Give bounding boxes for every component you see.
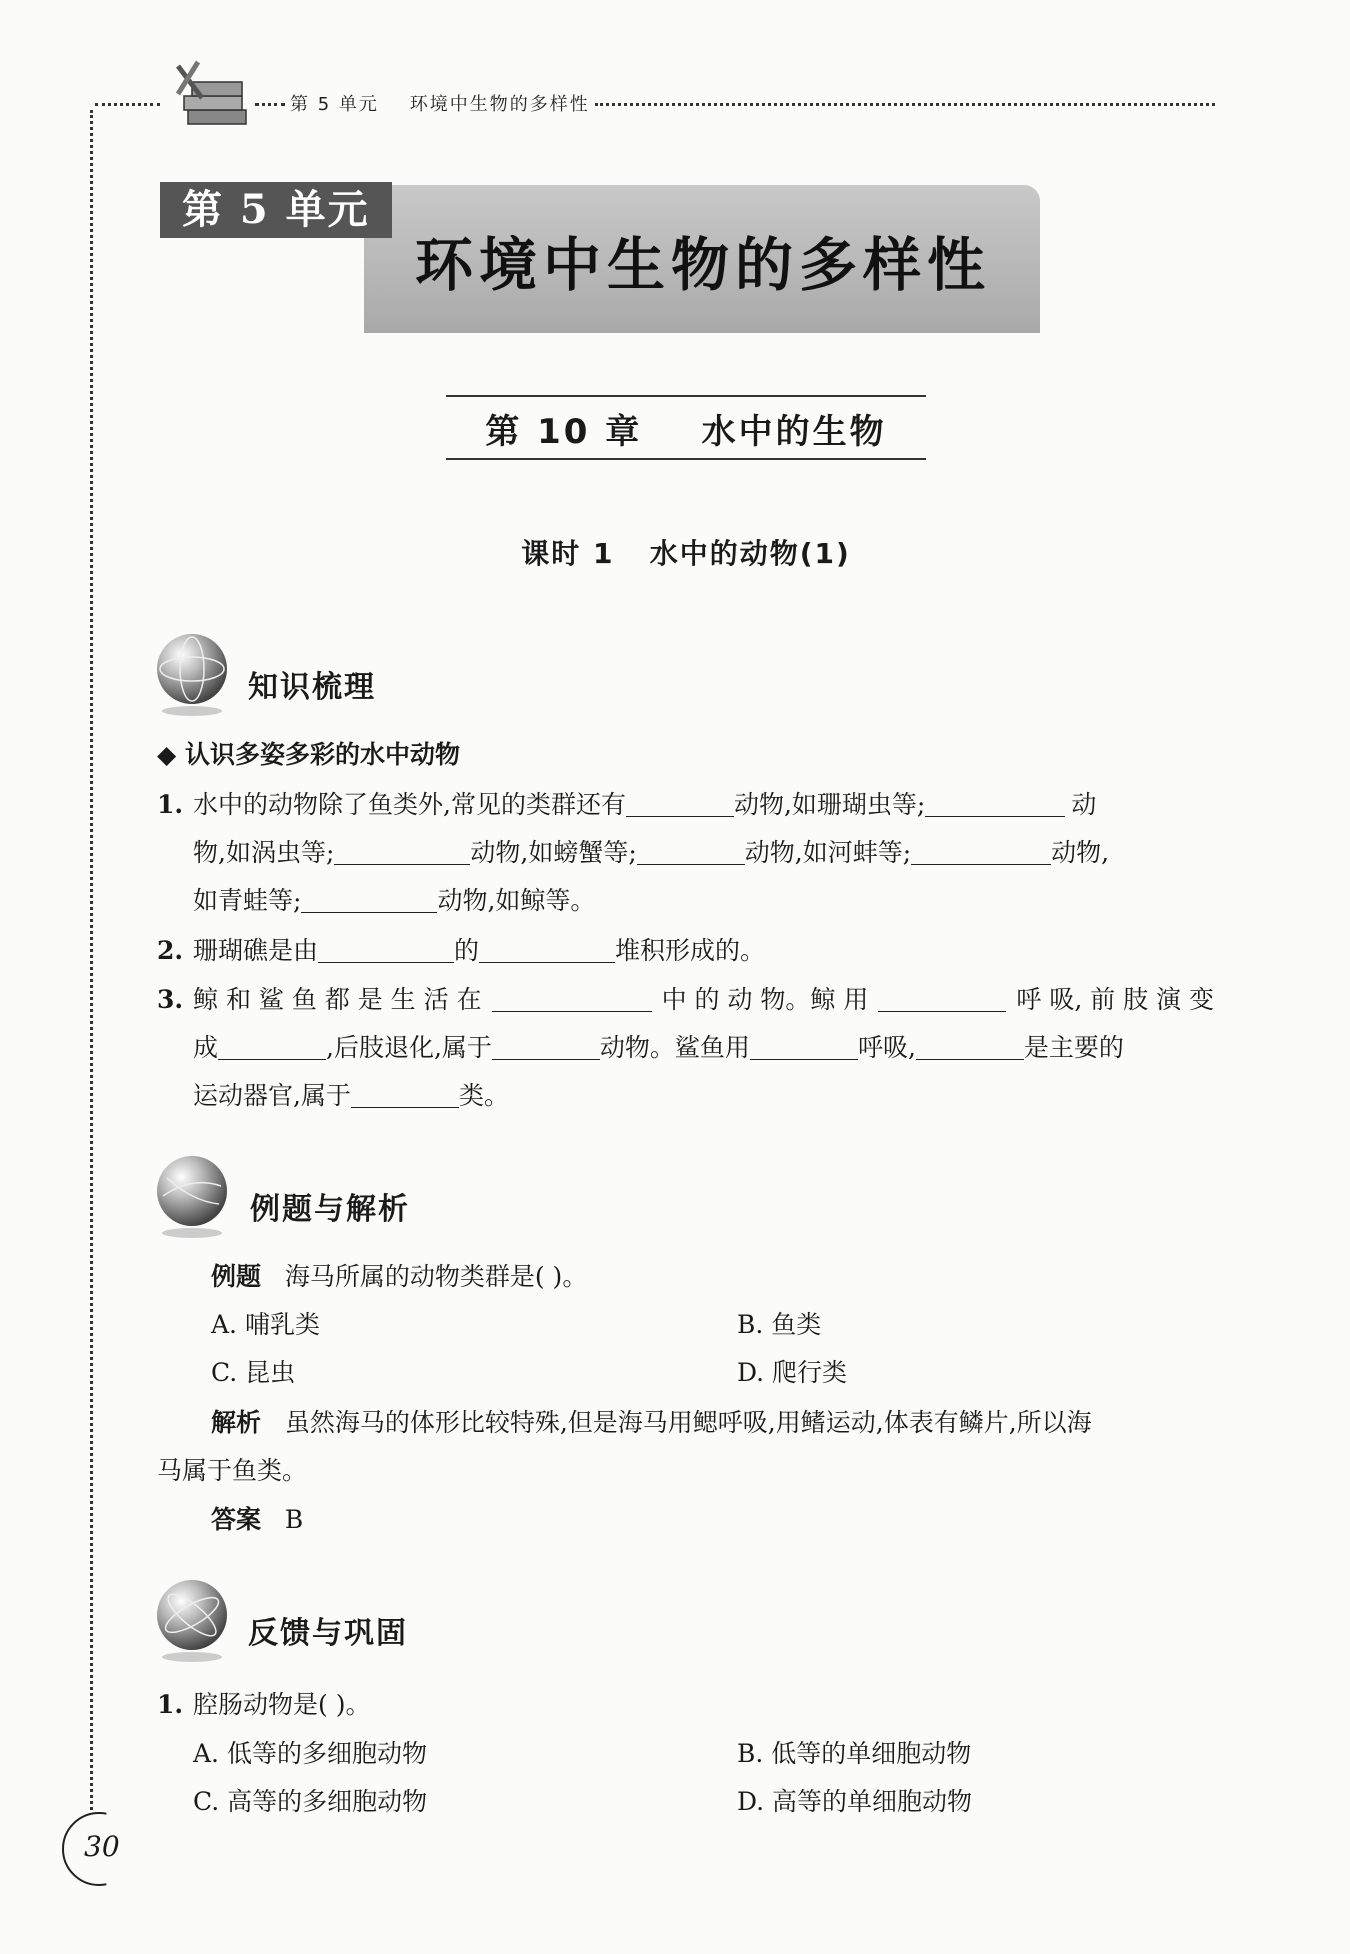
margin-dotted-line <box>90 110 93 1810</box>
kq1-text: 水中的动物除了鱼类外,常见的类群还有 <box>193 790 626 819</box>
globe-shadow <box>162 1652 222 1662</box>
diamond-bullet-icon: ◆ <box>157 740 177 769</box>
header-dotted-line-mid <box>255 103 285 106</box>
kq3-line3 <box>193 1081 509 1111</box>
answer-blank[interactable] <box>318 938 454 963</box>
kq1-text: 动物,如珊瑚虫等; <box>733 790 926 819</box>
kq2-number: 2. <box>157 936 184 965</box>
answer-blank[interactable] <box>479 938 615 963</box>
section-title-practice: 反馈与巩固 <box>248 1616 408 1651</box>
answer-blank[interactable] <box>916 1035 1024 1060</box>
kq1-text: 动物,如鲸等。 <box>437 886 596 915</box>
kq3-text: 中 的 动 物。鲸 用 <box>661 985 869 1014</box>
pq1-option-a: A. 低等的多细胞动物 <box>193 1739 427 1768</box>
kq3-text: 呼吸, <box>857 1033 916 1062</box>
example-question <box>211 1262 587 1292</box>
analysis-label: 解析 <box>211 1408 262 1437</box>
pq1-option-b: B. 低等的单细胞动物 <box>737 1739 972 1768</box>
kq1-line2 <box>193 838 1109 868</box>
answer-blank[interactable] <box>626 792 734 817</box>
answer-blank[interactable] <box>878 987 1006 1012</box>
section-title-knowledge: 知识梳理 <box>248 670 376 705</box>
kq1-text: 如青蛙等; <box>193 886 302 915</box>
kq1-text: 动 <box>1071 790 1097 819</box>
kq3-number: 3. <box>157 985 184 1014</box>
kq1-text: 动物,如河蚌等; <box>744 838 912 867</box>
answer-blank[interactable] <box>492 987 652 1012</box>
kq2-text: 珊瑚礁是由 <box>193 936 319 965</box>
globe-shadow <box>162 1228 222 1238</box>
kq3-text: 呼 吸, 前 肢 演 变 <box>1016 985 1215 1014</box>
kq3-text: 是主要的 <box>1023 1033 1124 1062</box>
globe-icon <box>157 1156 227 1226</box>
answer-blank[interactable] <box>637 840 745 865</box>
kq1-line3 <box>193 886 595 916</box>
kq1-text: 物,如涡虫等; <box>193 838 335 867</box>
kq2-line1 <box>193 936 765 966</box>
header-books-icon <box>158 58 253 138</box>
example-question-text: 海马所属的动物类群是( )。 <box>284 1262 588 1291</box>
example-option-c: C. 昆虫 <box>211 1358 296 1387</box>
kq3-text: 运动器官,属于 <box>193 1081 351 1110</box>
example-analysis-line1 <box>211 1408 1092 1438</box>
header-dotted-line-left <box>95 103 160 106</box>
answer-label: 答案 <box>211 1505 262 1534</box>
example-analysis-line2: 马属于鱼类。 <box>157 1456 308 1485</box>
pq1-option-c: C. 高等的多细胞动物 <box>193 1787 428 1816</box>
kq2-text: 堆积形成的。 <box>615 936 766 965</box>
knowledge-heading <box>157 740 460 770</box>
running-header <box>290 90 590 116</box>
answer-blank[interactable] <box>911 840 1051 865</box>
kq3-text: 类。 <box>458 1081 509 1110</box>
running-header-unit: 第 5 单元 <box>290 94 379 115</box>
lesson-heading <box>446 532 926 572</box>
pq1-question: 腔肠动物是( )。 <box>193 1690 371 1719</box>
chapter-rule-top <box>446 395 926 397</box>
kq1-text: 动物,如螃蟹等; <box>470 838 637 867</box>
example-option-b: B. 鱼类 <box>737 1310 822 1339</box>
knowledge-heading-text: 认识多姿多彩的水中动物 <box>184 740 460 769</box>
kq3-text: 动物。鲨鱼用 <box>599 1033 750 1062</box>
unit-title: 环境中生物的多样性 <box>415 231 992 299</box>
analysis-text: 虽然海马的体形比较特殊,但是海马用鳃呼吸,用鳍运动,体表有鳞片,所以海 <box>284 1408 1092 1437</box>
kq1-line1 <box>193 790 1096 820</box>
answer-blank[interactable] <box>351 1083 459 1108</box>
kq3-text: ,后肢退化,属于 <box>326 1033 492 1062</box>
chapter-heading <box>446 404 926 453</box>
kq3-line1 <box>193 985 1214 1015</box>
globe-shadow <box>162 706 222 716</box>
answer-blank[interactable] <box>925 792 1065 817</box>
kq1-number: 1. <box>157 790 184 819</box>
answer-blank[interactable] <box>492 1035 600 1060</box>
globe-icon <box>157 634 227 704</box>
chapter-title: 水中的生物 <box>701 412 887 452</box>
lesson-label: 课时 1 <box>521 537 615 570</box>
kq1-text: 动物, <box>1051 838 1110 867</box>
chapter-label: 第 10 章 <box>485 412 643 452</box>
example-label: 例题 <box>211 1262 262 1291</box>
answer-value: B <box>284 1505 304 1534</box>
kq3-text: 成 <box>193 1033 219 1062</box>
answer-blank[interactable] <box>334 840 470 865</box>
answer-blank[interactable] <box>218 1035 326 1060</box>
example-answer <box>211 1505 303 1535</box>
pq1-option-d: D. 高等的单细胞动物 <box>737 1787 973 1816</box>
answer-blank[interactable] <box>301 888 437 913</box>
kq3-text: 鲸 和 鲨 鱼 都 是 生 活 在 <box>193 985 482 1014</box>
kq2-text: 的 <box>454 936 480 965</box>
example-option-a: A. 哺乳类 <box>211 1310 320 1339</box>
globe-icon <box>157 1580 227 1650</box>
section-title-example: 例题与解析 <box>250 1192 410 1227</box>
example-option-d: D. 爬行类 <box>737 1358 848 1387</box>
chapter-rule-bottom <box>446 458 926 460</box>
running-header-title: 环境中生物的多样性 <box>409 94 590 115</box>
unit-tag: 第 5 单元 <box>160 182 392 238</box>
kq3-line2 <box>193 1033 1124 1063</box>
answer-blank[interactable] <box>750 1035 858 1060</box>
header-dotted-line-right <box>595 103 1215 106</box>
lesson-title: 水中的动物(1) <box>649 537 851 570</box>
page-number: 30 <box>84 1830 120 1863</box>
pq1-number: 1. <box>157 1690 184 1719</box>
